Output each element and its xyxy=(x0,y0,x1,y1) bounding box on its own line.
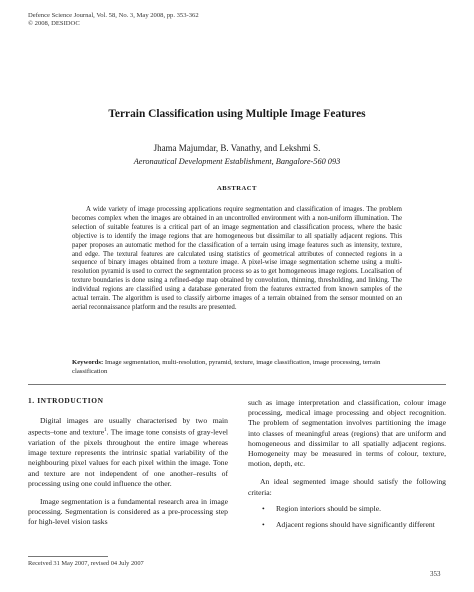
bullet-icon: • xyxy=(262,503,265,513)
journal-header xyxy=(28,12,199,29)
paper-title: Terrain Classification using Multiple Image Features xyxy=(108,108,366,120)
abstract-heading: ABSTRACT xyxy=(217,185,257,192)
intro-p1-start: Digital images are usually characterised by two main aspects–tone and texture xyxy=(28,416,228,437)
author-affiliation: Aeronautical Development Establishment, Bangalore-560 093 xyxy=(133,157,341,166)
page-number: 353 xyxy=(430,570,441,578)
list-item-text: Region interiors should be simple. xyxy=(276,503,382,513)
list-item xyxy=(248,504,446,514)
list-item-text: Adjacent regions should have significantly different xyxy=(276,520,435,530)
bullet-icon: • xyxy=(262,520,265,530)
keywords-text: Image segmentation, multi-resolution, pyramid, texture, image classification, image processing, terrain classification xyxy=(72,359,381,375)
list-item xyxy=(248,520,446,530)
intro-paragraph-2: Image segmentation is a fundamental research area in image processing. Segmentation is considered as a pre-processing step for high-level vision tasks xyxy=(28,496,228,527)
intro-paragraph-4: An ideal segmented image should satisfy the following criteria: xyxy=(248,477,446,497)
intro-p1-rest: . The image tone consists of gray-level variation of the pixels throughout the entire image whereas image texture represents the intrinsic spatial variability of the neighbouring pixel values for each pixel within the image. Tone and texture are not independent of one another–results of processing using one could influence the other. xyxy=(28,427,229,488)
intro-paragraph-1 xyxy=(28,416,228,489)
received-dates: Received 31 May 2007, revised 04 July 2007 xyxy=(28,560,144,567)
keywords-block xyxy=(72,359,402,377)
footer-divider xyxy=(28,556,108,557)
column-right xyxy=(248,398,446,530)
journal-citation: Defence Science Journal, Vol. 58, No. 3, May 2008, pp. 353-362 xyxy=(28,12,199,19)
copyright-line: © 2008, DESIDOC xyxy=(28,20,80,28)
section-heading-introduction: 1. INTRODUCTION xyxy=(28,396,104,405)
intro-paragraph-3: such as image interpretation and classification, colour image processing, medical image processing and object recognition. The problem of segmentation involves partitioning the image into classes of meaningful areas (regions) that are uniform and homogeneous and dissimilar to all spatially adjacent regions. Homogeneity may be measured in terms of colour, texture, motion, depth, etc. xyxy=(248,398,446,469)
section-divider xyxy=(28,384,446,385)
column-left xyxy=(28,416,228,528)
reference-marker[interactable]: 1 xyxy=(104,428,107,434)
abstract-text: A wide variety of image processing applications require segmentation and classification of images. The problem becomes complex when the images are obtained in an uncontrolled environment with a non-uniform illumination. The selection of suitable features is a critical part of an image segmentation and classification process, where the basic objective is to identify the image regions that are homogeneous but dissimilar to all spatially adjacent regions. This paper proposes an automatic method for the classification of a terrain using image features such as intensity, texture, and edge. The textural features are calculated using statistics of geometrical attributes of connected regions in a sequence of binary images obtained from a texture image. A pixel-wise image segmentation scheme using a multi-resolution pyramid is used to correct the segmentation process so as to get homogeneous image regions. Localisation of texture boundaries is done using a refined-edge map obtained by convolution, thinning, thresholding, and linking. The individual regions are classified using a database generated from the features extracted from known samples of the actual terrain. The algorithm is used to classify airborne images of a terrain obtained from the sensor mounted on an aerial reconnaissance platform and the results are presented. xyxy=(72,206,402,311)
keywords-label: Keywords: xyxy=(72,359,104,366)
paper-authors: Jhama Majumdar, B. Vanathy, and Lekshmi S. xyxy=(153,143,321,153)
